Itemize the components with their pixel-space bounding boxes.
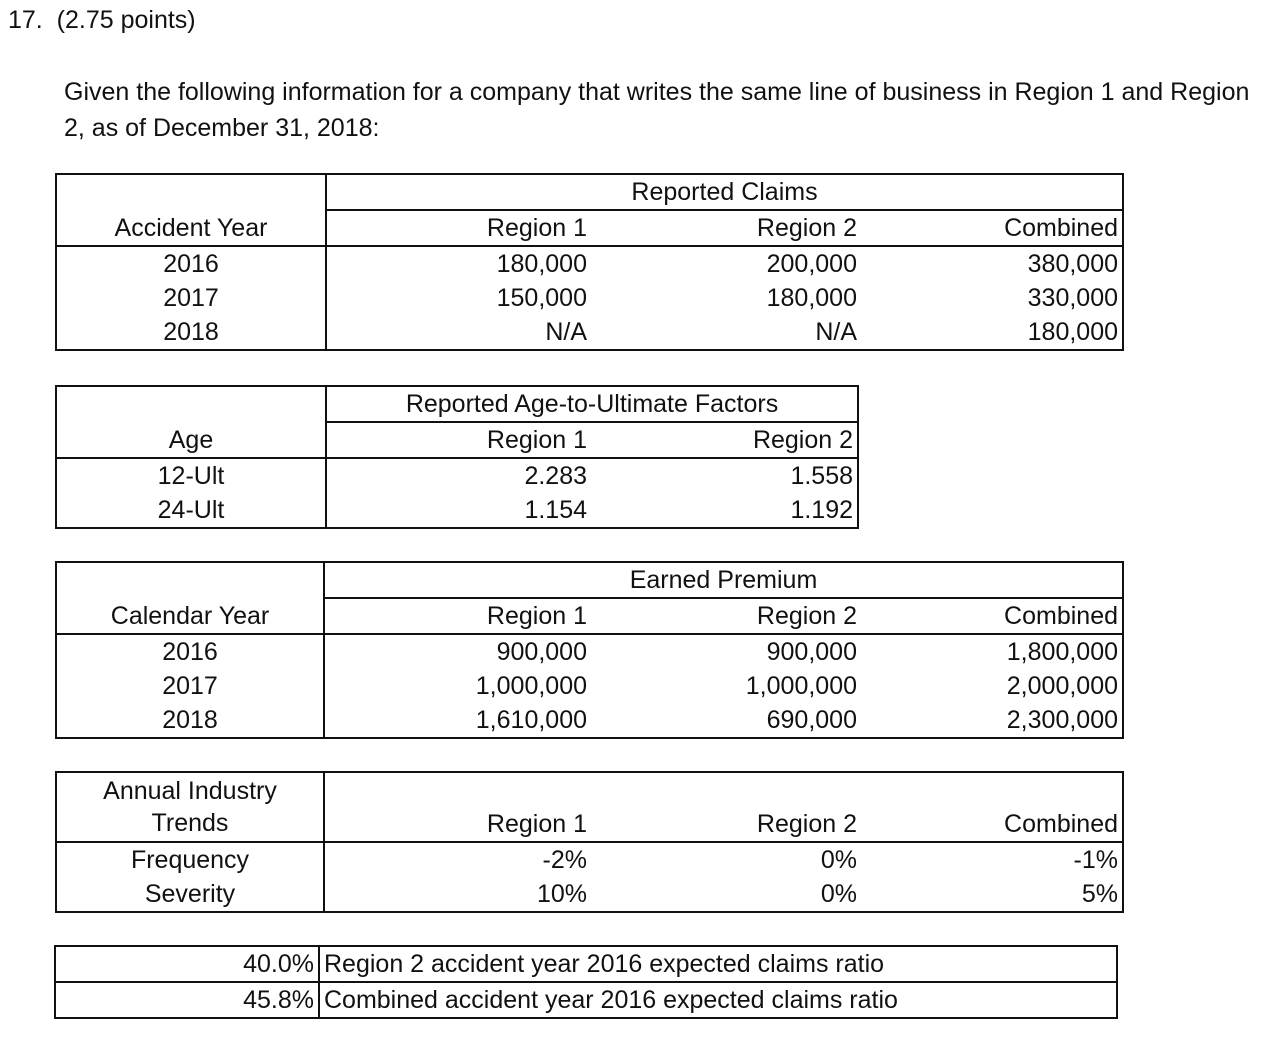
cell: 2,000,000 bbox=[1006, 672, 1118, 700]
trends-header-line-1: Annual Industry bbox=[103, 777, 277, 805]
cell: 1,800,000 bbox=[1006, 638, 1118, 666]
cell: 2.283 bbox=[524, 462, 587, 490]
col-header-combined: Combined bbox=[861, 210, 1123, 246]
cell: 0% bbox=[820, 846, 857, 874]
col-header-region-2: Region 2 bbox=[591, 772, 861, 842]
col-header-region-2: Region 2 bbox=[591, 598, 861, 634]
trends-header-line-2: Trends bbox=[151, 809, 229, 837]
col-header-region-2: Region 2 bbox=[591, 422, 858, 458]
cell: 1,000,000 bbox=[475, 672, 587, 700]
reported-claims-table bbox=[55, 173, 1124, 351]
row-label: 2017 bbox=[56, 669, 324, 703]
col-header-region-1: Region 1 bbox=[324, 772, 591, 842]
earned-premium-table bbox=[55, 561, 1124, 739]
age-factors-group-header: Reported Age-to-Ultimate Factors bbox=[326, 386, 858, 422]
age-header: Age bbox=[56, 386, 326, 458]
col-header-region-1: Region 1 bbox=[326, 210, 591, 246]
row-label: 2018 bbox=[56, 315, 326, 350]
calendar-year-header: Calendar Year bbox=[56, 562, 324, 634]
table-row bbox=[55, 946, 1117, 982]
col-header-region-2: Region 2 bbox=[591, 210, 861, 246]
row-label: 2016 bbox=[56, 246, 326, 281]
ratio-label: Region 2 accident year 2016 expected claims ratio bbox=[319, 946, 1117, 982]
reported-claims-group-header: Reported Claims bbox=[326, 174, 1123, 210]
row-label: 2017 bbox=[56, 281, 326, 315]
table-row bbox=[56, 315, 1123, 350]
cell: 900,000 bbox=[496, 638, 587, 666]
col-header-combined: Combined bbox=[861, 598, 1123, 634]
cell: 1.192 bbox=[790, 496, 854, 524]
cell: -2% bbox=[542, 846, 587, 874]
cell: 2,300,000 bbox=[1006, 706, 1118, 734]
col-header-region-1: Region 1 bbox=[326, 422, 591, 458]
row-label: 24-Ult bbox=[56, 493, 326, 528]
cell: -1% bbox=[1073, 846, 1118, 874]
cell: 1.154 bbox=[524, 496, 587, 524]
cell: 200,000 bbox=[766, 250, 857, 278]
table-row bbox=[56, 246, 1123, 281]
row-label: 2018 bbox=[56, 703, 324, 738]
cell: 180,000 bbox=[766, 284, 857, 312]
cell: 5% bbox=[1081, 880, 1118, 908]
cell: N/A bbox=[545, 318, 587, 346]
table-row bbox=[56, 703, 1123, 738]
table-row bbox=[56, 281, 1123, 315]
table-row bbox=[56, 634, 1123, 669]
cell: 0% bbox=[820, 880, 857, 908]
ratio-label: Combined accident year 2016 expected claims ratio bbox=[319, 982, 1117, 1018]
table-row bbox=[56, 842, 1123, 877]
cell: 330,000 bbox=[1027, 284, 1119, 312]
table-row bbox=[56, 877, 1123, 912]
cell: 1,610,000 bbox=[475, 706, 587, 734]
col-header-region-1: Region 1 bbox=[324, 598, 591, 634]
table-row bbox=[56, 493, 858, 528]
cell: 150,000 bbox=[496, 284, 587, 312]
industry-trends-table bbox=[55, 771, 1124, 913]
earned-premium-group-header: Earned Premium bbox=[324, 562, 1123, 598]
question-header bbox=[8, 6, 196, 35]
cell: 1.558 bbox=[790, 462, 854, 490]
cell: 1,000,000 bbox=[745, 672, 857, 700]
question-intro: Given the following information for a company that writes the same line of business in Region 1 and Region 2, as of December 31, 2018: bbox=[64, 78, 1250, 142]
expected-ratios-table bbox=[54, 945, 1118, 1019]
question-number: 17. bbox=[8, 6, 43, 34]
cell: 180,000 bbox=[1027, 318, 1119, 346]
ratio-value: 45.8% bbox=[55, 982, 319, 1018]
trends-header bbox=[56, 772, 324, 842]
col-header-combined: Combined bbox=[861, 772, 1123, 842]
row-label: 12-Ult bbox=[56, 458, 326, 493]
cell: 900,000 bbox=[766, 638, 857, 666]
cell: 690,000 bbox=[766, 706, 857, 734]
table-row bbox=[55, 982, 1117, 1018]
table-row bbox=[56, 669, 1123, 703]
row-label: 2016 bbox=[56, 634, 324, 669]
question-points: (2.75 points) bbox=[56, 6, 196, 34]
cell: 10% bbox=[536, 880, 587, 908]
cell: N/A bbox=[815, 318, 857, 346]
accident-year-header: Accident Year bbox=[56, 174, 326, 246]
age-factors-table bbox=[55, 385, 859, 529]
ratio-value: 40.0% bbox=[55, 946, 319, 982]
table-row bbox=[56, 458, 858, 493]
row-label: Severity bbox=[56, 877, 324, 912]
row-label: Frequency bbox=[56, 842, 324, 877]
cell: 180,000 bbox=[496, 250, 587, 278]
cell: 380,000 bbox=[1027, 250, 1119, 278]
